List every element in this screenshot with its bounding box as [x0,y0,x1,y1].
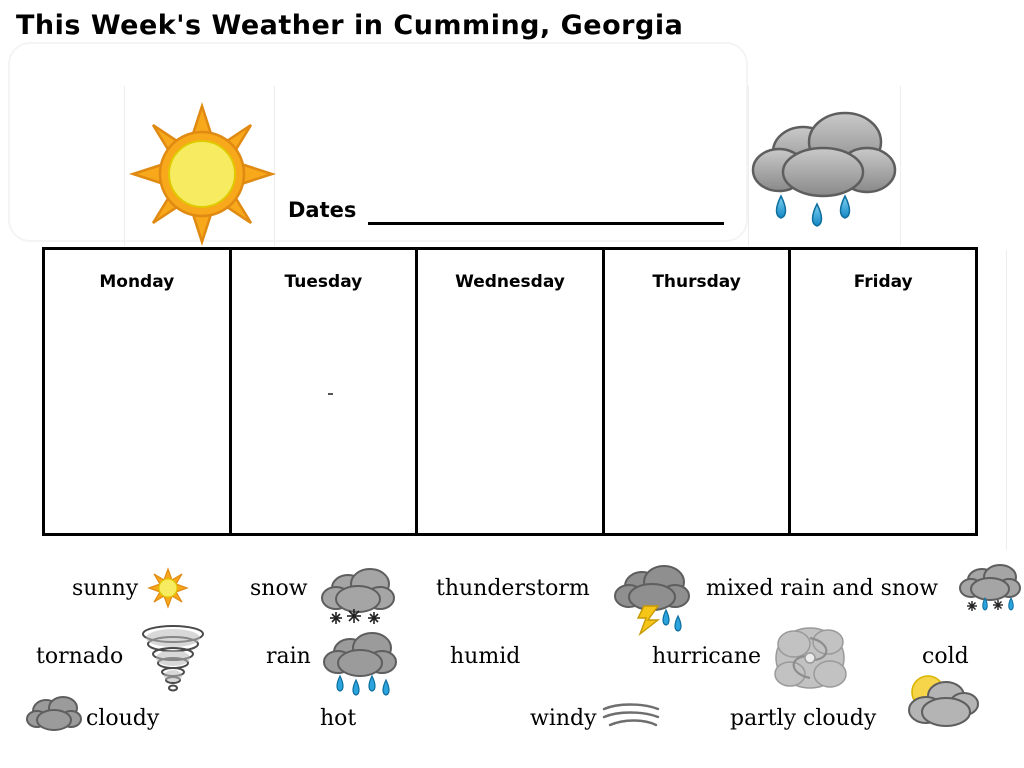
rain-icon [322,628,398,698]
word-hurricane: hurricane [652,644,762,669]
rain-cloud-icon [745,104,905,244]
week-column-monday[interactable] [45,250,232,533]
word-bank [0,548,1024,758]
stray-pencil-mark [328,393,333,395]
thunderstorm-icon [614,560,690,634]
scan-hairline [1006,250,1007,550]
word-tornado: tornado [36,644,124,669]
day-header: Friday [853,272,913,292]
sun-icon [131,104,274,244]
word-cold: cold [922,644,969,669]
word-thunderstorm: thunderstorm [436,576,590,601]
mixed-rain-snow-icon [958,560,1022,622]
decorative-frame [8,42,748,242]
day-header: Wednesday [455,272,565,292]
scan-hairline [274,86,275,246]
word-humid: humid [450,644,521,669]
week-table [42,247,978,536]
small-sun-icon [148,568,188,608]
page-title: This Week's Weather in Cumming, Georgia [16,10,684,41]
word-hot: hot [320,706,357,731]
day-header: Monday [99,272,175,292]
tornado-icon [140,624,206,696]
hurricane-icon [772,624,848,694]
word-rain: rain [266,644,311,669]
dates-input-line[interactable] [368,222,724,225]
week-column-tuesday[interactable] [232,250,419,533]
dates-label: Dates [288,198,357,222]
day-header: Thursday [652,272,741,292]
word-cloudy: cloudy [86,706,160,731]
week-column-wednesday[interactable] [418,250,605,533]
week-column-friday[interactable] [791,250,975,533]
cloud-icon [26,694,82,734]
word-mixed-rain-and-snow: mixed rain and snow [706,576,939,601]
scan-hairline [124,86,125,246]
word-partly-cloudy: partly cloudy [730,706,877,731]
word-snow: snow [250,576,308,601]
snow-cloud-icon [320,564,396,632]
wind-icon [600,700,662,734]
day-header: Tuesday [284,272,363,292]
week-column-thursday[interactable] [605,250,792,533]
partly-cloudy-icon [896,670,980,734]
word-windy: windy [530,706,597,731]
word-sunny: sunny [72,576,139,601]
